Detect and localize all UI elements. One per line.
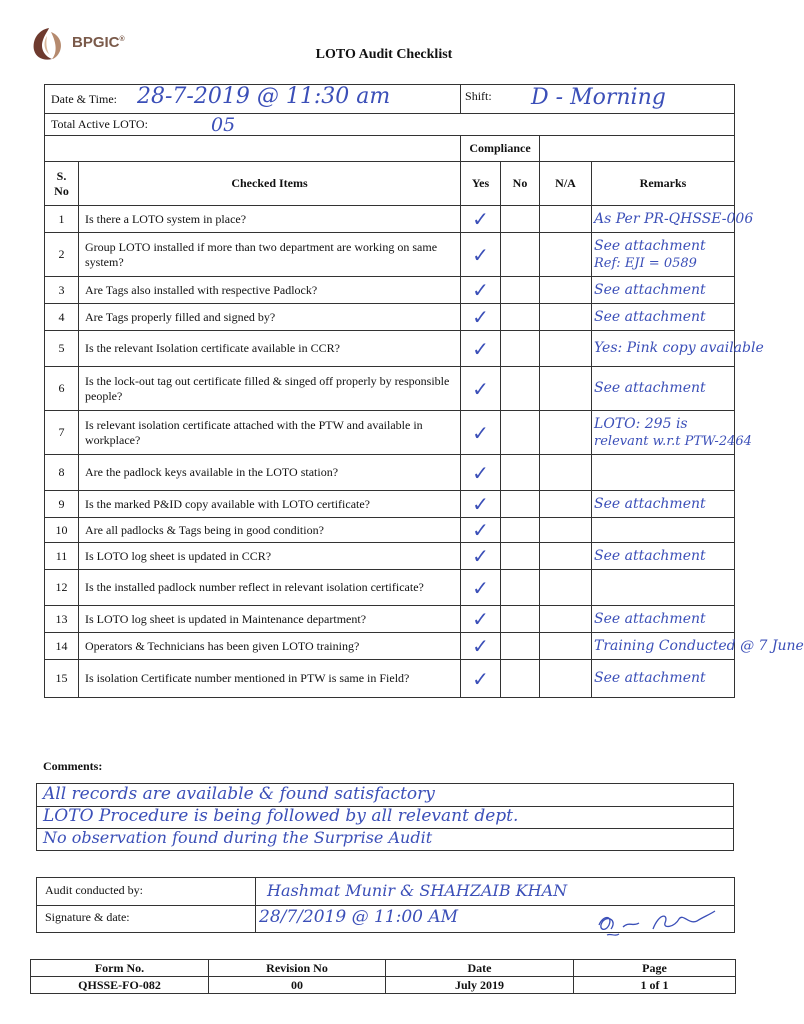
na-cell [540,233,592,277]
no-cell [501,233,540,277]
yes-cell [461,491,501,518]
no-cell [501,277,540,304]
na-cell [540,570,592,606]
checklist-rows [45,206,804,698]
date-time-cell [45,85,461,114]
remarks-cell [592,331,764,367]
check-mark-icon: ✓ [472,305,489,329]
check-mark-icon: ✓ [472,242,489,267]
yes-cell [461,233,501,277]
checklist-row [45,491,735,518]
checklist-row [45,304,735,331]
no-cell [501,304,540,331]
total-active-row [45,114,735,136]
checklist-row [45,570,735,606]
row-number: 15 [45,660,79,698]
checked-item-text: Operators & Technicians has been given LOTO training? [79,633,461,660]
remarks-cell [592,606,735,633]
yes-cell [461,331,501,367]
check-mark-icon: ✓ [472,607,489,631]
remarks-text: See attachment [594,237,706,254]
remarks-text: See attachment [594,308,706,325]
remarks-text: Yes: Pink copy available [594,340,764,356]
yes-cell [461,277,501,304]
row-number: 7 [45,411,79,455]
remarks-text: Training Conducted @ 7 June [594,637,804,654]
no-cell [501,331,540,367]
row-number: 12 [45,570,79,606]
no-cell [501,543,540,570]
row-number: 11 [45,543,79,570]
row-number: 3 [45,277,79,304]
comment-line: All records are available & found satisfactory [43,784,435,804]
row-number: 8 [45,455,79,491]
audit-conducted-value: Hashmat Munir & SHAHZAIB KHAN [267,881,568,900]
check-mark-icon: ✓ [472,207,489,231]
remarks-cell [592,206,754,233]
no-cell [501,633,540,660]
yes-cell [461,633,501,660]
na-cell [540,660,592,698]
date-time-label: Date & Time: [51,91,118,106]
audit-box [36,877,735,933]
yes-cell [461,304,501,331]
remarks-text: Ref: EJI = 0589 [594,255,697,271]
remarks-text: relevant w.r.t PTW-2464 [594,433,752,449]
na-cell [540,411,592,455]
yes-cell [461,660,501,698]
na-cell [540,304,592,331]
remarks-text: LOTO: 295 is [594,415,688,432]
revision-value: 00 [209,977,386,994]
check-mark-icon: ✓ [472,666,489,691]
signature-date-value: 28/7/2019 @ 11:00 AM [259,907,459,927]
check-mark-icon: ✓ [472,278,489,302]
check-mark-icon: ✓ [472,634,489,658]
row-number: 14 [45,633,79,660]
column-header-row [45,162,735,206]
row-number: 2 [45,233,79,277]
remarks-cell [592,455,735,491]
checklist-table [44,84,804,698]
na-cell [540,606,592,633]
yes-cell [461,411,501,455]
comments-label: Comments: [43,759,103,773]
remarks-cell [592,570,735,606]
na-cell [540,543,592,570]
remarks-cell [592,411,752,455]
checklist-row [45,606,735,633]
no-cell [501,518,540,543]
checked-item-text: Are Tags also installed with respective Padlock? [79,277,461,304]
checked-item-text: Are the padlock keys available in the LOTO station? [79,455,461,491]
checked-item-text: Are Tags properly filled and signed by? [79,304,461,331]
checklist-row [45,543,735,570]
shift-value: D - Morning [531,85,666,110]
signature-icon [593,907,723,939]
check-mark-icon: ✓ [472,492,489,516]
check-mark-icon: ✓ [472,575,489,600]
remarks-cell [592,543,735,570]
na-cell [540,455,592,491]
no-cell [501,367,540,411]
row-number: 10 [45,518,79,543]
row-number: 5 [45,331,79,367]
remarks-cell [592,633,804,660]
col-sno: S. No [45,162,79,206]
na-cell [540,491,592,518]
no-cell [501,660,540,698]
na-cell [540,518,592,543]
checklist-row [45,331,735,367]
col-no: No [501,162,540,206]
checked-item-text: Is LOTO log sheet is updated in CCR? [79,543,461,570]
check-mark-icon: ✓ [472,544,489,568]
compliance-header: Compliance [461,136,540,162]
yes-cell [461,455,501,491]
checklist-row [45,518,735,543]
checklist-row [45,233,735,277]
checklist-row [45,633,735,660]
page-value: 1 of 1 [574,977,736,994]
check-mark-icon: ✓ [472,336,489,361]
checklist-row [45,367,735,411]
row-number: 9 [45,491,79,518]
checked-item-text: Is LOTO log sheet is updated in Maintenance department? [79,606,461,633]
checklist-row [45,411,735,455]
total-active-label: Total Active LOTO: [51,117,148,131]
checked-item-text: Is the installed padlock number reflect in relevant isolation certificate? [79,570,461,606]
yes-cell [461,543,501,570]
no-cell [501,411,540,455]
no-cell [501,206,540,233]
remarks-cell [592,277,735,304]
check-mark-icon: ✓ [472,518,489,542]
no-cell [501,606,540,633]
yes-cell [461,206,501,233]
signature-label: Signature & date: [45,910,130,924]
remarks-cell [592,491,735,518]
checked-item-text: Is the marked P&ID copy available with LOTO certificate? [79,491,461,518]
page-title: LOTO Audit Checklist [315,47,453,62]
checklist-row [45,660,735,698]
na-cell [540,206,592,233]
date-time-value: 28-7-2019 @ 11:30 am [137,84,391,109]
signature-row [37,905,734,932]
form-no-value: QHSSE-FO-082 [31,977,209,994]
col-yes: Yes [461,162,501,206]
date-shift-row [45,85,735,114]
brand-name: BPGIC® [72,34,125,51]
remarks-text: As Per PR-QHSSE-006 [594,210,754,227]
comment-line: No observation found during the Surprise Audit [43,828,433,847]
col-na: N/A [540,162,592,206]
checked-item-text: Is there a LOTO system in place? [79,206,461,233]
yes-cell [461,606,501,633]
na-cell [540,277,592,304]
total-active-value: 05 [211,114,236,136]
compliance-header-row [45,136,735,162]
check-mark-icon: ✓ [472,376,489,401]
date-label: Date [386,960,574,977]
page-label: Page [574,960,736,977]
checked-item-text: Are all padlocks & Tags being in good condition? [79,518,461,543]
remarks-text: See attachment [594,495,706,512]
check-mark-icon: ✓ [472,420,489,445]
checked-item-text: Group LOTO installed if more than two department are working on same system? [79,233,461,277]
no-cell [501,491,540,518]
comment-line: LOTO Procedure is being followed by all relevant dept. [43,806,519,826]
shift-label: Shift: [465,89,492,103]
col-checked-items: Checked Items [79,162,461,206]
checked-item-text: Is relevant isolation certificate attached with the PTW and available in workplace? [79,411,461,455]
row-number: 4 [45,304,79,331]
remarks-cell [592,233,735,277]
checked-item-text: Is the lock-out tag out certificate filled & singed off properly by responsible people? [79,367,461,411]
check-mark-icon: ✓ [472,460,489,485]
remarks-text: See attachment [594,281,706,298]
checked-item-text: Is the relevant Isolation certificate available in CCR? [79,331,461,367]
remarks-text: See attachment [594,670,706,686]
shift-cell [461,85,735,114]
remarks-cell [592,518,735,543]
checklist-row [45,277,735,304]
no-cell [501,455,540,491]
form-no-label: Form No. [31,960,209,977]
row-number: 13 [45,606,79,633]
audit-conducted-row [37,878,734,906]
col-remarks: Remarks [592,162,735,206]
checklist-row [45,455,735,491]
yes-cell [461,367,501,411]
revision-label: Revision No [209,960,386,977]
remarks-text: See attachment [594,610,706,627]
na-cell [540,633,592,660]
form-footer-table [30,959,736,994]
yes-cell [461,570,501,606]
checklist-row [45,206,735,233]
date-value: July 2019 [386,977,574,994]
remarks-text: See attachment [594,380,706,396]
total-active-cell [45,114,735,136]
na-cell [540,331,592,367]
remarks-cell [592,367,735,411]
yes-cell [461,518,501,543]
comments-box [36,783,734,851]
audit-conducted-label: Audit conducted by: [45,883,143,897]
remarks-cell [592,660,735,698]
checked-item-text: Is isolation Certificate number mentioned in PTW is same in Field? [79,660,461,698]
remarks-text: See attachment [594,547,706,564]
row-number: 1 [45,206,79,233]
remarks-cell [592,304,735,331]
na-cell [540,367,592,411]
no-cell [501,570,540,606]
row-number: 6 [45,367,79,411]
